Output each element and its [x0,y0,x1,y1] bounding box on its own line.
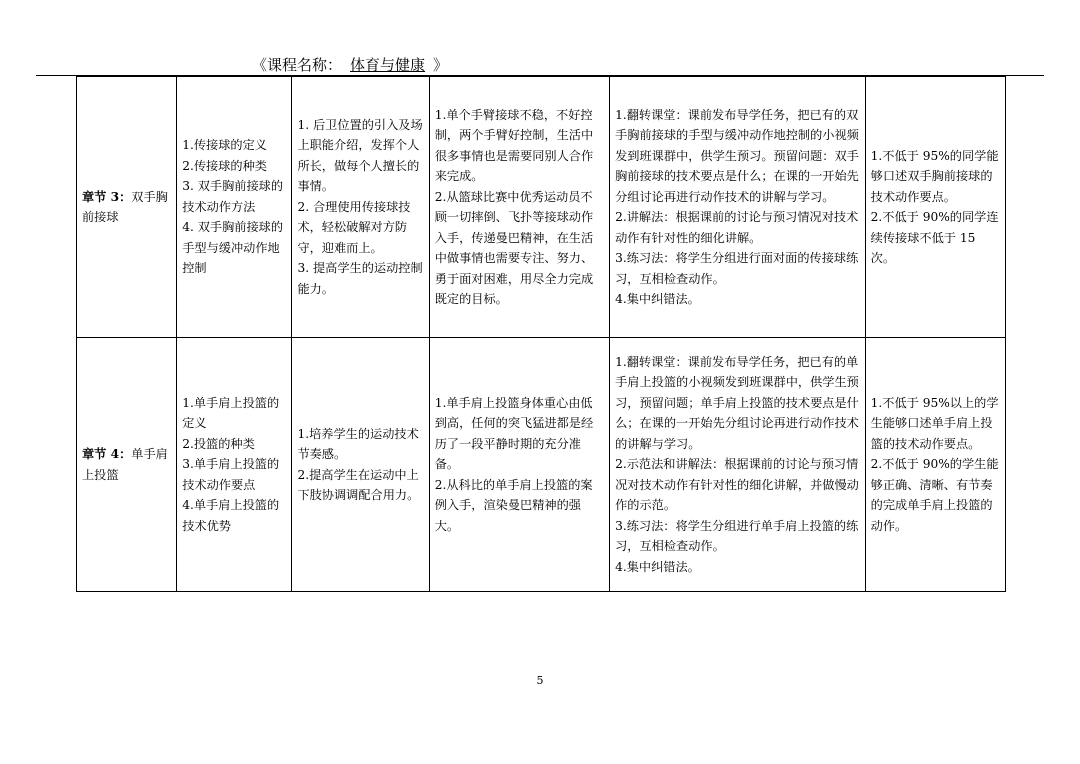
goals-cell [292,338,429,592]
method-item: 3.练习法：将学生分组进行单手肩上投篮的练习，互相检查动作。 [615,518,859,554]
syllabus-table [76,76,1006,592]
methods-cell [610,77,866,338]
chapter-title: 双手胸前接球 [82,189,168,224]
method-item: 2.示范法和讲解法：根据课前的讨论与预习情况对技术动作有针对性的细化讲解，并做慢动作的示范。 [615,457,859,513]
course-name: 体育与健康 [350,56,426,74]
ideology-cell [429,338,609,592]
content-cell [177,338,292,592]
content-item: 3. 双手胸前接球的技术动作方法 [182,179,284,214]
course-header-suffix: 》 [433,56,449,74]
method-item: 3.练习法：将学生分组进行面对面的传接球练习，互相检查动作。 [615,251,859,286]
content-item: 1.单手肩上投篮的定义 [182,395,280,431]
goal-item: 3. 提高学生的运动控制能力。 [297,261,423,296]
ideology-item: 2.从篮球比赛中优秀运动员不顾一切摔倒、飞扑等接球动作入手，传递曼巴精神，在生活中做事情也需要专注、努力、勇于面对困难，用尽全力完成既定的目标。 [434,189,594,306]
table-row [77,338,1006,592]
content-item: 3.单手肩上投篮的技术动作要点 [182,457,280,492]
goal-item: 1. 后卫位置的引入及场上职能介绍，发挥个人所长，做每个人擅长的事情。 [297,117,423,194]
content-cell [177,77,292,338]
assessment-item: 2.不低于 90%的学生能够正确、清晰、有节奏的完成单手肩上投篮的动作。 [870,457,999,533]
chapter-cell [77,338,177,592]
assessment-item: 1.不低于 95%以上的学生能够口述单手肩上投篮的技术动作要点。 [870,395,999,451]
ideology-item: 1.单个手臂接球不稳，不好控制，两个手臂好控制，生活中很多事情也是需要同别人合作来完成。 [434,107,594,183]
method-item: 4.集中纠错法。 [615,292,700,306]
methods-cell [610,338,866,592]
content-item: 1.传接球的定义 [182,138,267,153]
method-item: 1.翻转课堂：课前发布导学任务，把已有的单手肩上投篮的小视频发到班课群中，供学生预习，预留问题；单手肩上投篮的技术要点是什么；在课的一开始先分组讨论再进行动作技术的讲解与学习。 [615,354,859,451]
method-item: 2.讲解法：根据课前的讨论与预习情况对技术动作有针对性的细化讲解。 [615,210,859,245]
chapter-title: 单手肩上投篮 [82,447,168,482]
chapter-cell [77,77,177,338]
goal-item: 2. 合理使用传接球技术，轻松破解对方防守，迎难而上。 [297,199,411,255]
content-item: 4. 双手胸前接球的手型与缓冲动作地控制 [182,220,284,276]
method-item: 4.集中纠错法。 [615,559,700,574]
goals-cell [292,77,429,338]
course-header [252,54,448,76]
goal-item: 1.培养学生的运动技术节奏感。 [297,426,419,461]
goal-item: 2.提高学生在运动中上下肢协调调配合用力。 [297,467,420,502]
course-header-prefix: 《课程名称： [252,56,343,74]
table-row [77,77,1006,338]
content-item: 2.传接球的种类 [182,158,267,173]
assessment-item: 1.不低于 95%的同学能够口述双手胸前接球的技术动作要点。 [870,148,999,204]
chapter-number: 章节 4： [82,447,132,461]
content-item: 2.投篮的种类 [182,436,255,451]
page-number: 5 [536,674,544,687]
ideology-item: 2.从科比的单手肩上投篮的案例入手，渲染曼巴精神的强大。 [434,477,593,533]
method-item: 1.翻转课堂：课前发布导学任务，把已有的双手胸前接球的手型与缓冲动作地控制的小视频发到班课群中，供学生预习。预留问题：双手胸前接球的技术要点是什么；在课的一开始先分组讨论再进行动作技术的讲解与学习。 [615,107,859,204]
ideology-cell [429,77,609,338]
assessment-cell [865,338,1005,592]
content-item: 4.单手肩上投篮的技术优势 [182,498,280,533]
ideology-item: 1.单手肩上投篮身体重心由低到高，任何的突飞猛进都是经历了一段平静时期的充分准备。 [434,395,594,472]
chapter-number: 章节 3： [82,189,132,204]
assessment-item: 2.不低于 90%的同学连续传接球不低于 15 次。 [870,210,999,265]
assessment-cell [865,77,1005,338]
